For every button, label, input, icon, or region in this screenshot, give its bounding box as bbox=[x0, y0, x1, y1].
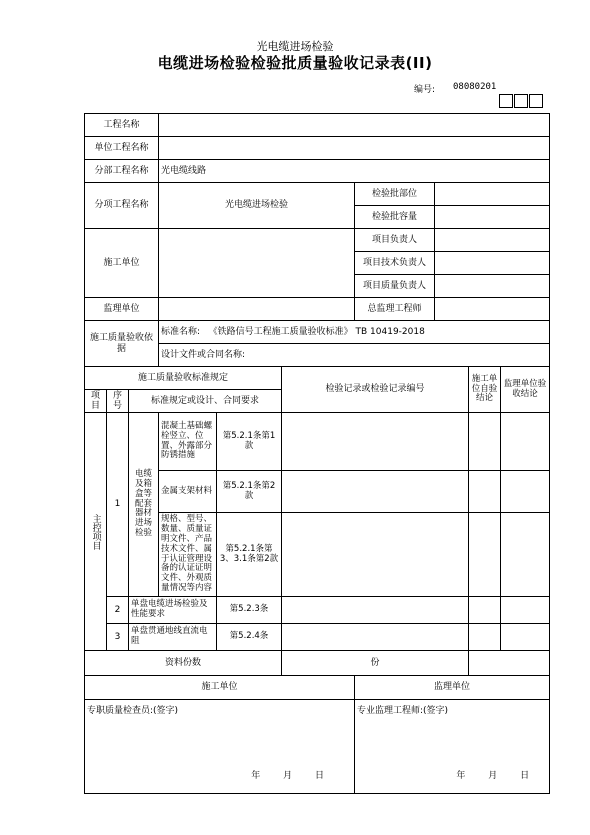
g1-item-1-supervision[interactable] bbox=[501, 413, 550, 471]
g1-item-2-construction[interactable] bbox=[469, 471, 501, 513]
code-box-1[interactable] bbox=[499, 94, 513, 108]
item2-record[interactable] bbox=[282, 597, 469, 624]
standard-label: 标准名称: bbox=[161, 326, 201, 337]
value-unit-project[interactable] bbox=[159, 137, 550, 160]
group1-no: 1 bbox=[107, 413, 129, 597]
g1-item-1-construction[interactable] bbox=[469, 413, 501, 471]
item2-construction[interactable] bbox=[469, 597, 501, 624]
label-chief-supervisor: 总监理工程师 bbox=[355, 298, 435, 321]
value-project-leader[interactable] bbox=[435, 229, 550, 252]
sign-construction-unit: 施工单位 bbox=[85, 676, 355, 700]
supervision-conclusion-header: 监理单位验收结论 bbox=[501, 367, 550, 413]
value-supervision-unit[interactable] bbox=[159, 298, 355, 321]
value-subitem[interactable]: 光电缆进场检验 bbox=[159, 183, 355, 229]
g1-item-2-text: 金属支架材料 bbox=[159, 471, 217, 513]
data-count-blank bbox=[469, 651, 550, 676]
g1-item-2-supervision[interactable] bbox=[501, 471, 550, 513]
main-control-items: 主控项目 bbox=[85, 413, 107, 651]
date-right: 年 月 日 bbox=[456, 770, 540, 781]
value-project-name[interactable] bbox=[159, 114, 550, 137]
group1-label: 电缆及箱盒等配套器材进场检验 bbox=[129, 413, 159, 597]
code-box-3[interactable] bbox=[529, 94, 543, 108]
design-doc-label[interactable]: 设计文件或合同名称: bbox=[159, 344, 550, 367]
label-division: 分部工程名称 bbox=[85, 160, 159, 183]
acceptance-form-table bbox=[84, 113, 550, 794]
label-inspection-part: 检验批部位 bbox=[355, 183, 435, 206]
date-left: 年 月 日 bbox=[251, 770, 334, 781]
spec-header: 施工质量验收标准规定 bbox=[85, 367, 282, 390]
g1-item-3-construction[interactable] bbox=[469, 513, 501, 597]
col-item: 项目 bbox=[85, 390, 107, 413]
standard-row bbox=[159, 321, 550, 344]
g1-item-1-text: 混凝土基础螺栓竖立、位置、外露部分防锈措施 bbox=[159, 413, 217, 471]
label-construction-unit: 施工单位 bbox=[85, 229, 159, 298]
label-subitem: 分项工程名称 bbox=[85, 183, 159, 229]
quality-inspector-label: 专职质量检查员:(签字) bbox=[87, 706, 179, 716]
item2-text: 单盘电缆进场检验及性能要求 bbox=[129, 597, 217, 624]
data-count-unit: 份 bbox=[282, 651, 469, 676]
data-count-label: 资料份数 bbox=[85, 651, 282, 676]
construction-conclusion-header: 施工单位自验结论 bbox=[469, 367, 501, 413]
g1-item-3-clause: 第5.2.1条第3、3.1条第2款 bbox=[217, 513, 282, 597]
item3-supervision[interactable] bbox=[501, 624, 550, 651]
item2-clause: 第5.2.3条 bbox=[217, 597, 282, 624]
label-unit-project: 单位工程名称 bbox=[85, 137, 159, 160]
g1-item-2-clause: 第5.2.1条第2款 bbox=[217, 471, 282, 513]
label-project-leader: 项目负责人 bbox=[355, 229, 435, 252]
g1-item-2-record[interactable] bbox=[282, 471, 469, 513]
label-inspection-capacity: 检验批容量 bbox=[355, 206, 435, 229]
code-box-2[interactable] bbox=[514, 94, 528, 108]
value-tech-leader[interactable] bbox=[435, 252, 550, 275]
sign-supervision-unit: 监理单位 bbox=[355, 676, 550, 700]
label-quality-leader: 项目质量负责人 bbox=[355, 275, 435, 298]
code-value: 08080201 bbox=[453, 82, 497, 92]
supervising-engineer-label: 专业监理工程师:(签字) bbox=[357, 706, 449, 716]
value-division[interactable]: 光电缆线路 bbox=[159, 160, 550, 183]
label-supervision-unit: 监理单位 bbox=[85, 298, 159, 321]
g1-item-1-clause: 第5.2.1条第1款 bbox=[217, 413, 282, 471]
item3-no: 3 bbox=[107, 624, 129, 651]
item3-construction[interactable] bbox=[469, 624, 501, 651]
value-quality-leader[interactable] bbox=[435, 275, 550, 298]
form-title: 电缆进场检验检验批质量验收记录表(II) bbox=[157, 54, 433, 72]
g1-item-1-record[interactable] bbox=[282, 413, 469, 471]
value-construction-unit[interactable] bbox=[159, 229, 355, 298]
label-project-name: 工程名称 bbox=[85, 114, 159, 137]
item2-no: 2 bbox=[107, 597, 129, 624]
form-subtitle: 光电缆进场检验 bbox=[256, 40, 334, 53]
code-label: 编号: bbox=[414, 85, 436, 95]
item3-record[interactable] bbox=[282, 624, 469, 651]
label-tech-leader: 项目技术负责人 bbox=[355, 252, 435, 275]
sign-construction-area[interactable] bbox=[85, 700, 355, 794]
col-no: 序号 bbox=[107, 390, 129, 413]
record-header: 检验记录或检验记录编号 bbox=[282, 367, 469, 413]
label-acceptance-basis: 施工质量验收依据 bbox=[85, 321, 159, 367]
g1-item-3-text: 规格、型号、数量、质量证明文件、产品技术文件、属于认证管理设备的认证证明文件、外观质量情况等内容 bbox=[159, 513, 217, 597]
value-chief-supervisor[interactable] bbox=[435, 298, 550, 321]
item2-supervision[interactable] bbox=[501, 597, 550, 624]
value-inspection-part[interactable] bbox=[435, 183, 550, 206]
value-inspection-capacity[interactable] bbox=[435, 206, 550, 229]
g1-item-3-record[interactable] bbox=[282, 513, 469, 597]
sign-supervision-area[interactable] bbox=[355, 700, 550, 794]
item3-clause: 第5.2.4条 bbox=[217, 624, 282, 651]
item3-text: 单盘贯通地线直流电阻 bbox=[129, 624, 217, 651]
g1-item-3-supervision[interactable] bbox=[501, 513, 550, 597]
col-spec: 标准规定或设计、合同要求 bbox=[129, 390, 282, 413]
standard-value: 《铁路信号工程施工质量验收标准》 TB 10419-2018 bbox=[208, 326, 425, 337]
